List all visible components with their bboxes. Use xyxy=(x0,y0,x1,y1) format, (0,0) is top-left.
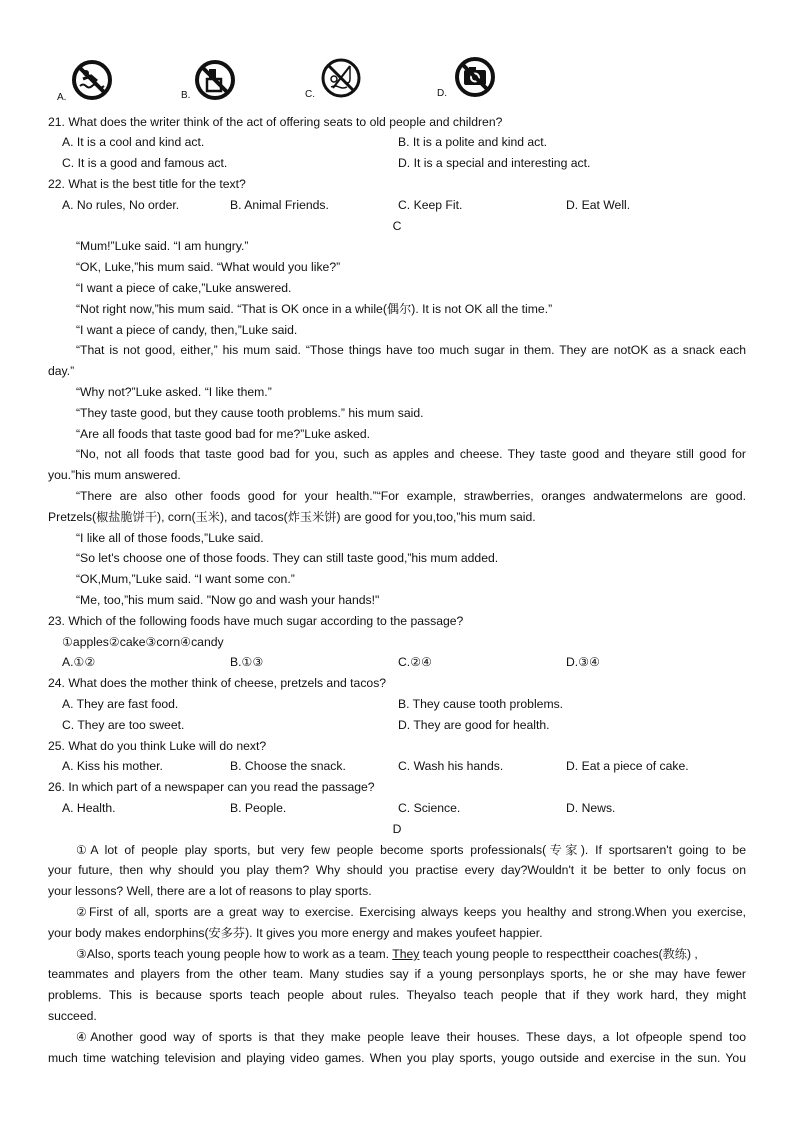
q25-option-c: C. Wash his hands. xyxy=(398,759,504,773)
passage-d-line: much time watching television and playing video games. When you play sports, yougo outside and exercise in the sun. You xyxy=(48,1051,746,1065)
passage-c-line: “Mum!”Luke said. “I am hungry.” xyxy=(76,239,249,253)
passage-d-line: teammates and players from the other team. Many studies say if a young personplays sports, he or she may have fewer xyxy=(48,967,746,981)
q21-option-c: C. It is a good and famous act. xyxy=(62,156,228,170)
passage-d-line: ②First of all, sports are a great way to exercise. Exercising always keeps you healthy and strong.When you exercise, xyxy=(76,905,746,919)
q25-option-d: D. Eat a piece of cake. xyxy=(566,759,689,773)
option-d-label: D. xyxy=(437,88,447,99)
section-d-heading: D xyxy=(392,822,402,836)
passage-c-line: “I like all of those foods,”Luke said. xyxy=(76,531,264,545)
q23-option-d: D.③④ xyxy=(566,655,601,669)
passage-d-line: ④Another good way of sports is that they make people leave their houses. These days, a lot ofpeople spend too xyxy=(76,1030,746,1044)
q24-option-c: C. They are too sweet. xyxy=(62,718,185,732)
passage-d-line: ①A lot of people play sports, but very few people become sports professionals(专家). If sportsaren't going to be xyxy=(76,843,746,857)
passage-c-line: “OK,Mum,”Luke said. “I want some con.” xyxy=(76,572,295,586)
passage-d-line: your body makes endorphins(安多芬). It gives you more energy and makes youfeet happier. xyxy=(48,926,543,940)
q21-stem: 21. What does the writer think of the act of offering seats to old people and children? xyxy=(48,115,503,129)
passage-d-text: ③Also, sports teach young people how to work as a team. xyxy=(76,947,390,961)
option-c-label: C. xyxy=(305,89,315,100)
no-swimming-icon xyxy=(71,59,113,101)
passage-c-line: “There are also other foods good for your health.”“For example, strawberries, oranges andwatermelons are good. xyxy=(76,489,746,503)
q25-stem: 25. What do you think Luke will do next? xyxy=(48,739,267,753)
passage-d-line: succeed. xyxy=(48,1009,97,1023)
passage-c-line: day.” xyxy=(48,364,75,378)
q22-option-a: A. No rules, No order. xyxy=(62,198,180,212)
q21-option-d: D. It is a special and interesting act. xyxy=(398,156,591,170)
no-littering-icon xyxy=(194,59,236,101)
passage-c-line: “Not right now,”his mum said. “That is OK once in a while(偶尔). It is not OK all the time.” xyxy=(76,302,553,316)
passage-d-line: your lessons? Well, there are a lot of reasons to play sports. xyxy=(48,884,372,898)
option-b-label: B. xyxy=(181,90,191,101)
q26-option-d: D. News. xyxy=(566,801,616,815)
q22-option-b: B. Animal Friends. xyxy=(230,198,329,212)
q26-option-b: B. People. xyxy=(230,801,287,815)
passage-d-line: problems. This is because sports teach people about rules. Theyalso teach people that if they work hard, they might xyxy=(48,988,746,1002)
q23-option-b: B.①③ xyxy=(230,655,264,669)
passage-c-line: “That is not good, either,” his mum said. “Those things have too much sugar in them. They are notOK as a snack each xyxy=(76,343,746,357)
q24-option-d: D. They are good for health. xyxy=(398,718,550,732)
no-photography-icon xyxy=(454,56,496,98)
q24-option-a: A. They are fast food. xyxy=(62,697,179,711)
q21-option-a: A. It is a cool and kind act. xyxy=(62,135,205,149)
option-a-label: A. xyxy=(57,92,67,103)
q22-option-d: D. Eat Well. xyxy=(566,198,631,212)
q23-option-a: A.①② xyxy=(62,655,96,669)
passage-c-line: “So let's choose one of those foods. They can still taste good,”his mum added. xyxy=(76,551,499,565)
q25-option-a: A. Kiss his mother. xyxy=(62,759,163,773)
q23-stem: 23. Which of the following foods have much sugar according to the passage? xyxy=(48,614,464,628)
q26-option-a: A. Health. xyxy=(62,801,116,815)
passage-c-line: “Me, too,”his mum said. "Now go and wash your hands!" xyxy=(76,593,380,607)
passage-c-line: “I want a piece of candy, then,”Luke said. xyxy=(76,323,298,337)
q22-option-c: C. Keep Fit. xyxy=(398,198,463,212)
q24-option-b: B. They cause tooth problems. xyxy=(398,697,564,711)
passage-c-line: “Why not?”Luke asked. “I like them.” xyxy=(76,385,272,399)
passage-c-line: “OK, Luke,”his mum said. “What would you like?” xyxy=(76,260,341,274)
q26-option-c: C. Science. xyxy=(398,801,461,815)
passage-c-line: “Are all foods that taste good bad for me?”Luke asked. xyxy=(76,427,371,441)
q21-option-b: B. It is a polite and kind act. xyxy=(398,135,548,149)
passage-d-line-with-underline xyxy=(76,946,698,962)
q23-items: ①apples②cake③corn④candy xyxy=(62,635,224,649)
q25-option-b: B. Choose the snack. xyxy=(230,759,346,773)
underlined-word-they: They xyxy=(392,947,420,961)
passage-c-line: “I want a piece of cake,”Luke answered. xyxy=(76,281,292,295)
passage-c-line: “They taste good, but they cause tooth problems.” his mum said. xyxy=(76,406,424,420)
q23-option-c: C.②④ xyxy=(398,655,433,669)
passage-c-line: “No, not all foods that taste good bad for you, such as apples and cheese. They taste good and theyare still good for xyxy=(76,447,746,461)
q22-stem: 22. What is the best title for the text? xyxy=(48,177,246,191)
passage-d-line: your future, then why should you play them? Why should you practise every day?Wouldn't it be better to only focus on xyxy=(48,863,746,877)
section-c-heading: C xyxy=(392,219,402,233)
q26-stem: 26. In which part of a newspaper can you read the passage? xyxy=(48,780,375,794)
passage-c-line: Pretzels(椒盐脆饼干), corn(玉米), and tacos(炸玉米饼) are good for you,too,”his mum said. xyxy=(48,510,536,524)
passage-c-line: you.”his mum answered. xyxy=(48,468,181,482)
no-fishing-icon xyxy=(320,57,362,99)
q24-stem: 24. What does the mother think of cheese, pretzels and tacos? xyxy=(48,676,387,690)
passage-d-text: teach young people to respecttheir coaches(教练) , xyxy=(422,947,698,961)
